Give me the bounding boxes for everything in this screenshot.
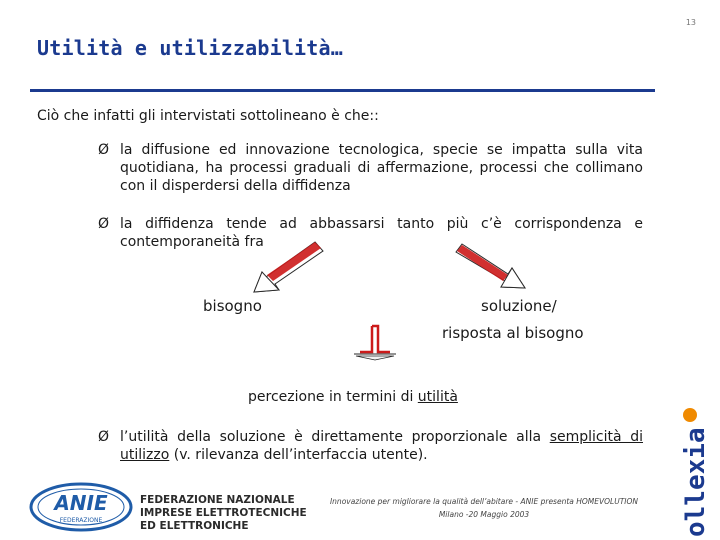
bullet-text: la diffusione ed innovazione tecnologica, specie se impatta sulla vita quotidiana, ha processi graduali di affermazione, processi che collimano con il disperdersi della diffidenza — [120, 142, 643, 194]
perception-prefix: percezione in termini di — [248, 389, 418, 405]
anie-logo-text: ANIE — [54, 491, 108, 515]
bullet-text — [120, 428, 643, 464]
label-soluzione: soluzione/ — [481, 297, 557, 315]
federation-line: ED ELETTRONICHE — [140, 520, 249, 532]
bullet-text: la diffidenza tende ad abbassarsi tanto più c’è corrispondenza e contemporaneità fra — [120, 216, 643, 250]
footer-note — [314, 495, 654, 521]
arrow-right-icon — [452, 240, 530, 292]
arrow-bullet-icon: Ø — [98, 142, 110, 158]
arrow-bullet-icon: Ø — [98, 429, 110, 445]
bullet-diffidenza — [98, 215, 643, 251]
arrow-down-icon — [352, 324, 398, 362]
footer-note-line1: Innovazione per migliorare la qualità dell’abitare - ANIE presenta HOMEVOLUTION — [329, 497, 639, 506]
bullet-utilita — [98, 428, 643, 464]
anie-logo — [29, 482, 134, 532]
label-bisogno: bisogno — [203, 297, 262, 315]
slide-title: Utilità e utilizzabilità… — [37, 36, 344, 60]
arrow-bullet-icon: Ø — [98, 216, 110, 232]
perception-line — [248, 389, 458, 405]
bullet3-emphasis: semplicità di utilizzo — [120, 429, 643, 463]
ollexia-logo — [668, 405, 720, 540]
bullet3-suffix: (v. rilevanza dell’interfaccia utente). — [169, 447, 428, 463]
federation-line: FEDERAZIONE NAZIONALE — [140, 494, 295, 506]
anie-logo-sub: FEDERAZIONE — [59, 517, 103, 524]
arrow-left-icon — [245, 238, 325, 293]
bullet3-prefix: l’utilità della soluzione è direttamente proporzionale alla — [120, 429, 550, 445]
perception-emphasis: utilità — [417, 389, 458, 405]
title-divider — [30, 89, 655, 92]
federation-line: IMPRESE ELETTROTECNICHE — [140, 507, 307, 519]
footer-note-line2: Milano -20 Maggio 2003 — [438, 510, 530, 519]
bullet-diffusione — [98, 141, 643, 195]
brand-text: ollexia — [681, 427, 711, 537]
page-number: 13 — [685, 18, 696, 27]
federation-name — [140, 494, 307, 533]
label-risposta: risposta al bisogno — [442, 324, 584, 342]
intro-text: Ciò che infatti gli intervistati sottolineano è che:: — [37, 108, 379, 124]
